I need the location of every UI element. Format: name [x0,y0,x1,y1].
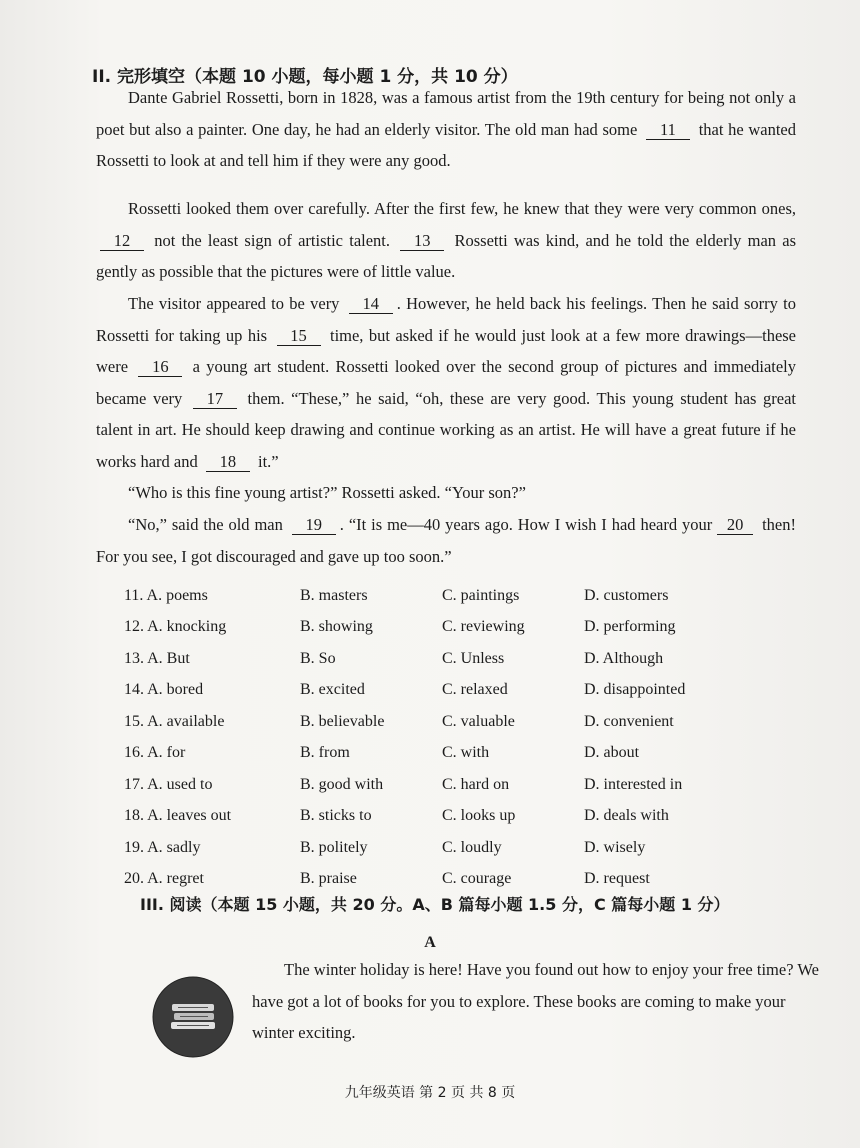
p5-text-1: “No,” said the old man [128,515,283,534]
section-ii-title: II. 完形填空（本题 10 小题，每小题 1 分，共 10 分） [92,67,518,87]
question-row [124,675,784,707]
option-a: 16. A. for [124,744,186,762]
option-c: C. hard on [442,775,510,793]
option-c: C. valuable [442,712,515,730]
p2-text-1: Rossetti looked them over carefully. After the first few, he knew that they were very common ones, [128,199,796,218]
option-d: D. performing [584,618,676,636]
option-a: 11. A. poems [124,586,208,604]
option-c: C. with [442,744,490,762]
option-a: 14. A. bored [124,681,204,699]
answer-options [124,580,784,895]
p3-text-4: a young art student. Rossetti looked over the second group of pictures and immediately became very [96,357,797,408]
blank-15: 15 [277,327,321,346]
question-row [124,864,784,896]
option-b: B. politely [300,838,368,856]
option-c: C. Unless [442,649,505,667]
option-c: C. reviewing [442,618,525,636]
option-d: D. deals with [584,807,669,825]
book-stack-icon [152,976,234,1058]
blank-13: 13 [400,232,444,251]
section-iii-title: III. 阅读（本题 15 小题，共 20 分。A、B 篇每小题 1.5 分，C 篇每小题 1 分） [140,895,730,914]
passage-paragraph-4 [96,477,796,509]
blank-14: 14 [349,295,393,314]
option-c: C. looks up [442,807,516,825]
p3-text-5: them. “These,” he said, “oh, these are very good. This young student has great talent in art. He should keep drawing and continue working as an artist. He will have a great future if he works hard and [96,388,797,471]
question-row [124,738,784,770]
option-b: B. masters [300,586,368,604]
p3-text-2: . However, he held back his feelings. Then he said sorry to Rossetti for taking up his [96,294,796,345]
passage-paragraph-3 [96,288,796,477]
p1-text-2: that he wanted Rossetti to look at and tell him if they were any good. [96,119,797,170]
blank-11: 11 [646,121,690,140]
p4-text-1: “Who is this fine young artist?” Rossetti asked. “Your son?” [128,483,526,502]
option-a: 12. A. knocking [124,618,227,636]
option-c: C. relaxed [442,681,508,699]
part-a-intro [252,954,824,1049]
question-row [124,769,784,801]
option-c: C. loudly [442,838,502,856]
question-row [124,832,784,864]
option-a: 17. A. used to [124,775,213,793]
option-d: D. convenient [584,712,674,730]
option-b: B. from [300,744,350,762]
blank-20: 20 [717,516,753,535]
part-a-heading: A [424,934,436,951]
passage-paragraph-2 [96,193,796,288]
option-b: B. believable [300,712,385,730]
p5-text-3: then! For you see, I got discouraged and gave up too soon.” [96,515,796,566]
blank-19: 19 [292,516,336,535]
passage-paragraph-5 [96,509,796,572]
p5-text-2: . “It is me—40 years ago. How I wish I had heard your [339,515,713,534]
option-b: B. So [300,649,336,667]
question-row [124,612,784,644]
option-d: D. request [584,870,650,888]
p3-text-6: it.” [257,451,279,471]
question-row [124,801,784,833]
option-a: 20. A. regret [124,870,204,888]
option-b: B. showing [300,618,373,636]
p2-text-3: Rossetti was kind, and he told the elderly man as gently as possible that the pictures were of little value. [96,230,797,281]
option-d: D. about [584,744,640,762]
option-d: D. disappointed [584,681,686,699]
page-footer: 九年级英语 第 2 页 共 8 页 [344,1085,516,1101]
option-b: B. good with [300,775,384,793]
option-a: 18. A. leaves out [124,807,232,825]
question-row [124,580,784,612]
option-b: B. sticks to [300,807,372,825]
option-d: D. wisely [584,838,646,856]
option-a: 19. A. sadly [124,838,201,856]
option-d: D. interested in [584,775,683,793]
blank-16: 16 [138,358,182,377]
option-d: D. customers [584,586,669,604]
option-c: C. paintings [442,586,520,604]
p1-text-1: Dante Gabriel Rossetti, born in 1828, was a famous artist from the 19th century for being not only a poet but also a painter. One day, he had an elderly visitor. The old man had some [96,88,796,139]
question-row [124,706,784,738]
part-a-intro-text: The winter holiday is here! Have you found out how to enjoy your free time? We have got a lot of books for you to explore. These books are coming to make your winter exciting. [252,960,819,1042]
p3-text-3: time, but asked if he would just look at a few more drawings—these were [96,325,797,376]
blank-17: 17 [193,390,237,409]
p2-text-2: not the least sign of artistic talent. [154,230,391,250]
option-b: B. praise [300,870,357,888]
option-b: B. excited [300,681,365,699]
option-d: D. Although [584,649,664,667]
option-a: 13. A. But [124,649,190,667]
question-row [124,643,784,675]
p3-text-1: The visitor appeared to be very [128,294,340,313]
option-a: 15. A. available [124,712,225,730]
blank-18: 18 [206,453,250,472]
option-c: C. courage [442,870,512,888]
passage-paragraph-1 [96,82,796,177]
blank-12: 12 [100,232,144,251]
